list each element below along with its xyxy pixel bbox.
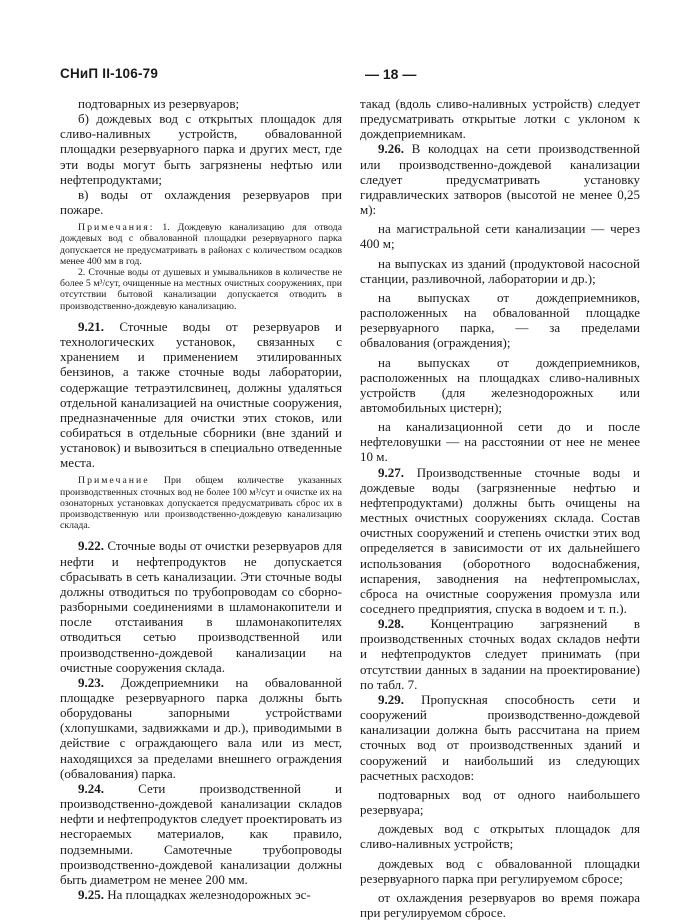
note-label: Примечания: — [78, 222, 155, 234]
section-text: Сточные воды от очистки резервуаров для нефти и нефтепродуктов не допускается сбрасывать в сеть канализации. Эти сточные воды должны отводиться по трубопроводам со сборно-разборными соединениями в шламонакопители и после отстаивания в шламонакопителях отводиться сетью производственной или производственно-дождевой канализации на очистные сооружения склада. — [60, 538, 342, 675]
note-text: 2. Сточные воды от душевых и умывальников в количестве не более 5 м³/сут, очищенные на местных очистных сооружениях, при отсутствии бытовой канализации допускается отводить в производственно-дождевую канализацию. — [60, 267, 342, 312]
section-number: 9.24. — [78, 780, 104, 796]
section-9-24 — [60, 781, 342, 887]
section-text: Производственные сточные воды и дождевые воды (загрязненные нефтью и нефтепродуктами) должны быть очищены на местных очистных сооружениях склада. Состав очистных сооружений и степень очистки этих вод определяется в зависимости от их дальнейшего использования (оборотного водоснабжения, испарения, заводнения на нефтепромыслах, сброса на очистные сооружения промузла или соседнего предприятия, спуска в водоем и т. п.). — [360, 464, 640, 616]
section-text: Сточные воды от резервуаров и технологических установок, связанных с хранением и применением этилированных бензинов, а также сточные воды лаборатории, содержащие тетраэтилсвинец, должны удаляться отдельной канализацией на очистные сооружения, предназначенные для очистки этих стоков, или собираться в отдельные сборники (вне зданий и установок) и вывозиться в специально отведенные места. — [60, 318, 342, 471]
list-item: на магистральной сети канализации — через 400 м; — [360, 221, 640, 252]
section-text: В колодцах на сети производственной или производственно-дождевой канализации следует предусматривать установку гидравлических затворов (высотой не менее 0,25 м): — [360, 141, 641, 218]
paragraph: в) воды от охлаждения резервуаров при пожаре. — [60, 186, 342, 218]
left-column — [60, 96, 342, 902]
section-number: 9.21. — [78, 318, 104, 334]
paragraph: б) дождевых вод с открытых площадок для сливо-наливных устройств, обвалованной площадки резервуарного парка и других мест, где эти воды могут быть загрязнены нефтью или нефтепродуктами; — [60, 111, 342, 187]
page-header — [60, 66, 640, 88]
paragraph: подтоварных из резервуаров; — [78, 96, 240, 111]
section-text: Пропускная способность сети и сооружений производственно-дождевой канализации должна быть рассчитана на прием сточных вод от производственных зданий и сооружений и наибольший из следующих расчетных расходов: — [360, 691, 641, 783]
list-item: на выпусках от дождеприемников, расположенных на обвалованной площадке резервуарного парка, — за пределами обвалования (ограждения); — [360, 289, 640, 351]
note-label: Примечание — [78, 475, 150, 487]
section-number: 9.29. — [378, 691, 404, 707]
section-number: 9.22. — [78, 538, 104, 554]
list-item: на канализационной сети до и после нефтеловушки — на расстоянии от нее не менее 10 м. — [360, 419, 640, 465]
section-number: 9.25. — [78, 887, 104, 903]
list-item: на выпусках от дождеприемников, расположенных на площадках сливо-наливных устройств (для железнодорожных или автомобильных цистерн); — [360, 354, 640, 415]
paragraph: такад (вдоль сливо-наливных устройств) следует предусматривать открытые лотки с уклоном к дождеприемникам. — [360, 96, 640, 142]
note-block — [60, 222, 342, 312]
section-number: 9.27. — [378, 464, 404, 480]
note-text: 1. Дождевую канализацию для отвода дождевых вод с обвалованной площадки резервуарного парка допускается не предусматривать в районах с количеством осадков менее 400 мм в год. — [60, 222, 342, 267]
note-block — [60, 475, 342, 531]
section-number: 9.23. — [78, 674, 104, 690]
section-9-28 — [360, 616, 640, 692]
section-9-29 — [360, 692, 640, 783]
section-text: Дождеприемники на обвалованной площадке резервуарного парка должны быть оборудованы запорными устройствами (хлопушками, задвижками и др.), приводимыми в действие с ограждающего вала или из мест, находящихся за пределами внешнего ограждения (обвалования) парка. — [60, 674, 342, 781]
section-9-27 — [360, 465, 640, 617]
document-code: СНиП II-106-79 — [60, 66, 159, 81]
section-text: На площадках железнодорожных эс- — [107, 887, 311, 903]
section-text: Сети производственной и производственно-дождевой канализации складов нефти и нефтепродуктов следует проектировать из несгораемых материалов, как правило, подземными. Самотечные трубопроводы производственно-дождевой канализации должны быть диаметром не менее 200 мм. — [60, 780, 343, 887]
section-number: 9.26. — [378, 141, 404, 157]
note-text: При общем количестве указанных производственных сточных вод не более 100 м³/сут и очистке их на озонаторных установках допускается предусматривать сброс их в производственную или производственно-дождевую канализацию склада. — [60, 475, 343, 532]
section-number: 9.28. — [378, 616, 404, 632]
section-9-22 — [60, 538, 342, 674]
list-item: от охлаждения резервуаров во время пожара при регулируемом сбросе. — [360, 889, 640, 920]
list-item: дождевых вод с обвалованной площадки резервуарного парка при регулируемом сбросе; — [360, 855, 640, 886]
page-number: — 18 — — [365, 66, 417, 82]
section-9-23 — [60, 675, 342, 781]
list-item: на выпусках из зданий (продуктовой насосной станции, разливочной, лаборатории и др.); — [360, 255, 640, 286]
list-item: дождевых вод с открытых площадок для сливо-наливных устройств; — [360, 821, 640, 852]
section-9-21 — [60, 319, 342, 471]
right-column — [360, 96, 640, 920]
section-9-26 — [360, 141, 640, 217]
section-text: Концентрацию загрязнений в производственных сточных водах складов нефти и нефтепродуктов следует принимать (при отсутствии данных в задании на проектирование) по табл. 7. — [360, 616, 640, 692]
list-item: подтоварных вод от одного наибольшего резервуара; — [360, 786, 640, 818]
section-9-25 — [60, 887, 342, 902]
